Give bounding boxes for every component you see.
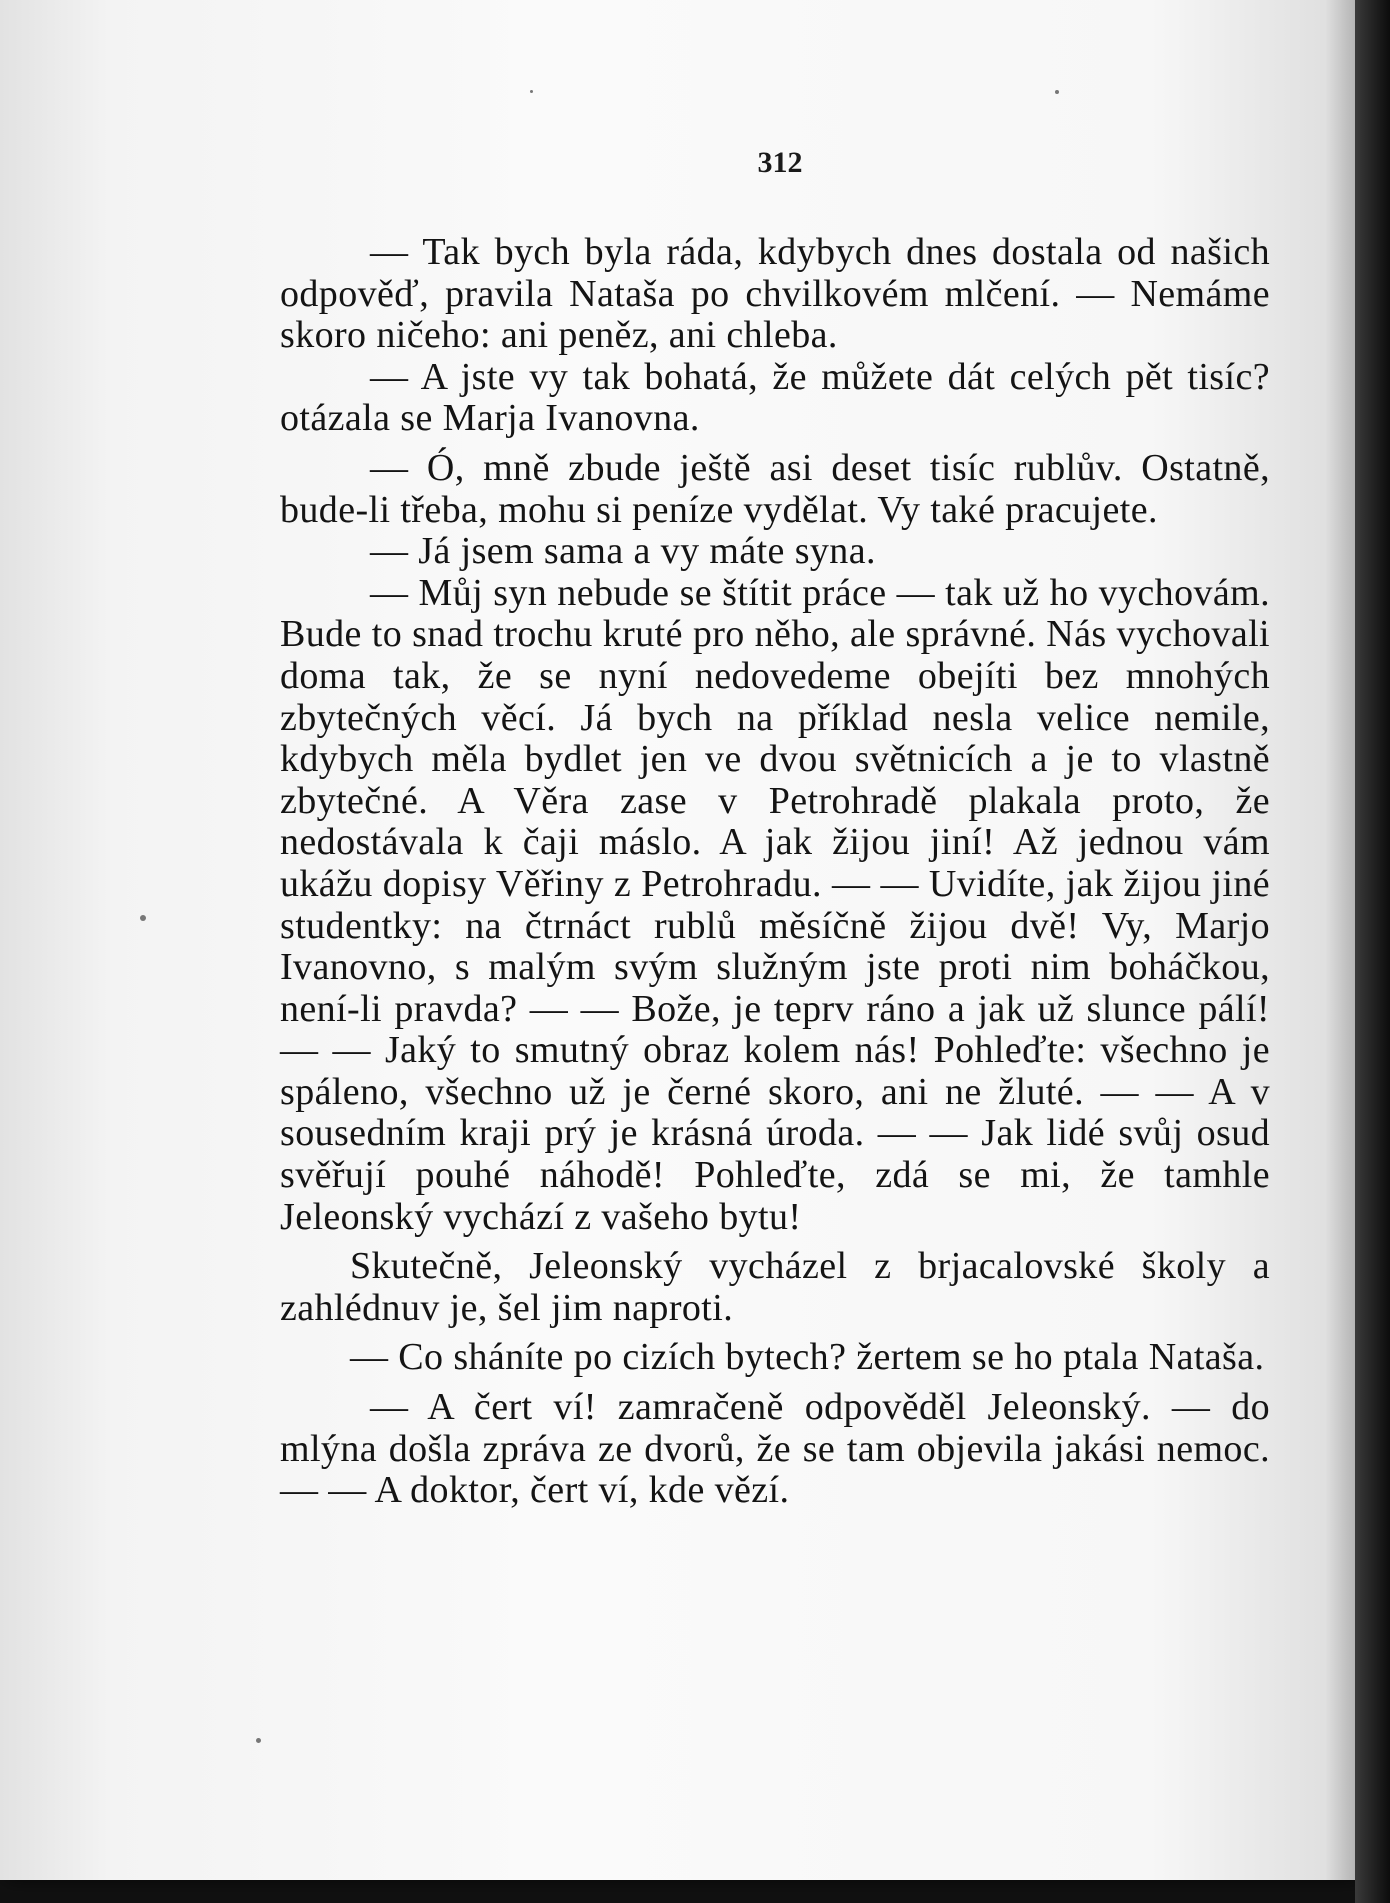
- paragraph: Skutečně, Jeleonský vycházel z brjacalovské školy a zahlédnuv je, šel jim naproti.: [280, 1245, 1270, 1329]
- paragraph: — A čert ví! zamračeně odpověděl Jeleonský. — do mlýna došla zpráva ze dvorů, že se tam objevila jakási nemoc. — — A doktor, čert ví, kde vězí.: [280, 1386, 1270, 1512]
- page-number: 312: [757, 146, 803, 179]
- page-edge-shadow: [1325, 0, 1355, 1880]
- body-text: [280, 232, 1270, 1512]
- paragraph: — Ó, mně zbude ještě asi deset tisíc rublův. Ostatně, bude-li třeba, mohu si peníze vydělat. Vy také pracujete.: [280, 446, 1270, 531]
- paragraph: — Já jsem sama a vy máte syna.: [370, 530, 876, 573]
- paper-speck: [256, 1738, 261, 1743]
- paragraph: — A jste vy tak bohatá, že můžete dát celých pět tisíc? otázala se Marja Ivanovna.: [280, 355, 1270, 440]
- paragraph: — Můj syn nebude se štítit práce — tak už ho vychovám. Bude to snad trochu kruté pro něho, ale správné. Nás vychovali doma tak, že se nyní nedovedeme obejíti bez mnohých zbytečných věcí. Já bych na příklad nesla velice nemile, kdybych měla bydlet jen ve dvou světnicích a je to vlastně zbytečné. A Věra zase v Petrohradě plakala proto, že nedostávala k čaji máslo. A jak žijou jiní! Až jednou vám ukážu dopisy Věřiny z Petrohradu. — — Uvidíte, jak žijou jiné studentky: na čtrnáct rublů měsíčně žijou dvě! Vy, Marjo Ivanovno, s malým svým služným jste proti nim boháčkou, není-li pravda? — — Bože, je teprv ráno a jak už slunce pálí! — — Jaký to smutný obraz kolem nás! Pohleďte: všechno je spáleno, všechno už je černé skoro, ani ne žluté. — — A v sousedním kraji prý je krásná úroda. — — Jak lidé svůj osud svěřují pouhé náhodě! Pohleďte, zdá se mi, že tamhle Jeleonský vychází z vašeho bytu!: [280, 571, 1270, 1238]
- scan-dark-edge: [1355, 0, 1390, 1903]
- paragraph: — Co sháníte po cizích bytech? žertem se ho ptala Nataša.: [350, 1336, 1265, 1379]
- paper-speck: [140, 915, 146, 921]
- paragraph: — Tak bych byla ráda, kdybych dnes dostala od našich odpověď, pravila Nataša po chvilkovém mlčení. — Nemáme skoro ničeho: ani peněz, ani chleba.: [280, 231, 1270, 357]
- paper-speck: [530, 90, 533, 93]
- paper-speck: [1055, 90, 1059, 94]
